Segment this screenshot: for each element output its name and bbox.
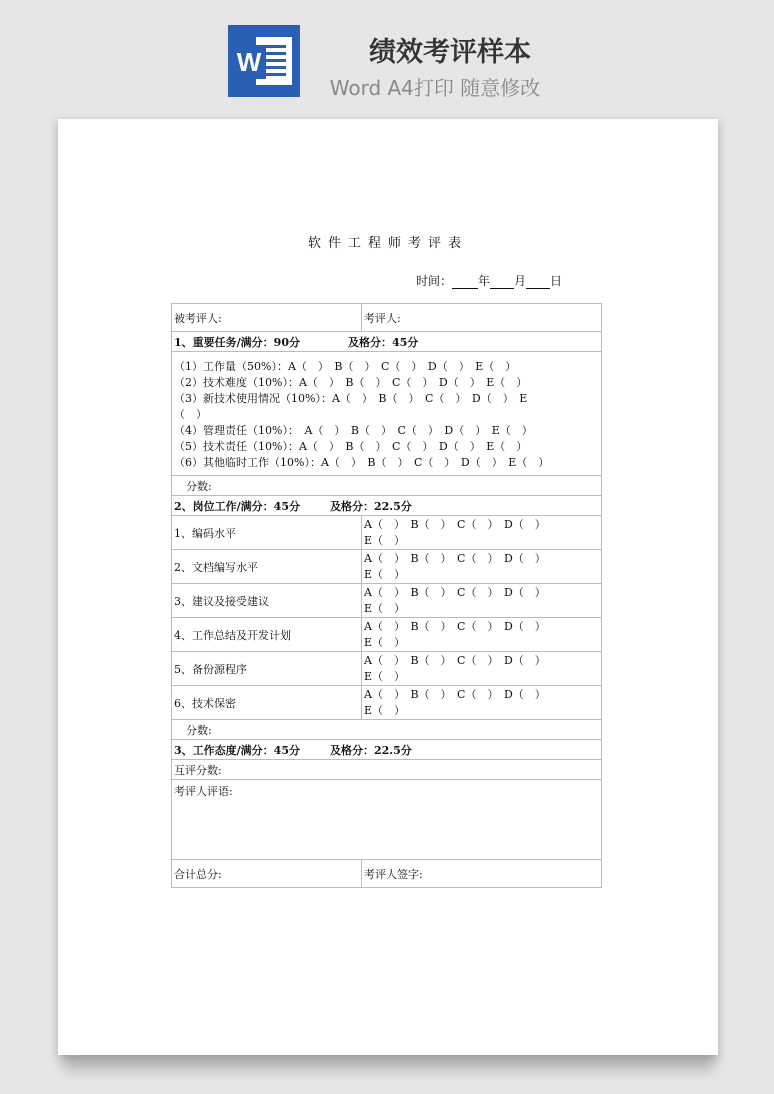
month-blank[interactable]	[490, 276, 514, 289]
table-row	[172, 618, 602, 652]
criterion-label: 5、备份源程序	[172, 652, 362, 686]
criterion-label: 2、文档编写水平	[172, 550, 362, 584]
criterion-choices[interactable]: A（ ） B（ ） C（ ） D（ ） E（ ）	[362, 686, 602, 720]
section1-score-field[interactable]: 分数:	[172, 476, 602, 496]
criterion-label: 1、编码水平	[172, 516, 362, 550]
section2-heading: 2、岗位工作/满分：45分 及格分：22.5分	[172, 496, 602, 516]
date-line	[416, 272, 562, 289]
comment-row	[172, 780, 602, 860]
word-letter: W	[232, 45, 266, 79]
criterion-choices[interactable]: A（ ） B（ ） C（ ） D（ ） E（ ）	[362, 584, 602, 618]
section3-heading: 3、工作态度/满分：45分 及格分：22.5分	[172, 740, 602, 760]
total-score-field[interactable]: 合计总分:	[172, 860, 362, 888]
section1-heading-row	[172, 332, 602, 352]
section1-item-list	[172, 352, 602, 476]
section1-score-row	[172, 476, 602, 496]
table-row	[172, 652, 602, 686]
list-item[interactable]: （6）其他临时工作（10%）：A（ ） B（ ） C（ ） D（ ） E（ ）	[174, 455, 550, 469]
section1-heading: 1、重要任务/满分：90分 及格分：45分	[172, 332, 602, 352]
document-title: 软件工程师考评表	[307, 236, 468, 251]
evaluator-field[interactable]: 考评人:	[362, 304, 602, 332]
day-label: 日	[550, 274, 563, 288]
month-label: 月	[514, 274, 527, 288]
word-app-icon	[228, 25, 300, 97]
list-item[interactable]: （2）技术难度（10%）：A（ ） B（ ） C（ ） D（ ） E（ ）	[174, 375, 528, 389]
table-row	[172, 584, 602, 618]
evaluation-form-table	[171, 303, 602, 888]
criterion-choices[interactable]: A（ ） B（ ） C（ ） D（ ） E（ ）	[362, 550, 602, 584]
date-label: 时间：	[416, 274, 453, 288]
list-item[interactable]: （4）管理责任（10%）： A（ ） B（ ） C（ ） D（ ） E（ ）	[174, 423, 533, 437]
criterion-label: 6、技术保密	[172, 686, 362, 720]
list-item[interactable]: （ ）	[174, 407, 207, 421]
table-row	[172, 550, 602, 584]
evaluatee-field[interactable]: 被考评人:	[172, 304, 362, 332]
document-page	[58, 119, 718, 1055]
year-label: 年	[478, 274, 491, 288]
criterion-label: 3、建议及接受建议	[172, 584, 362, 618]
table-row	[172, 686, 602, 720]
signature-field[interactable]: 考评人签字:	[362, 860, 602, 888]
criterion-choices[interactable]: A（ ） B（ ） C（ ） D（ ） E（ ）	[362, 516, 602, 550]
list-item[interactable]: （5）技术责任（10%）：A（ ） B（ ） C（ ） D（ ） E（ ）	[174, 439, 528, 453]
section1-items-row	[172, 352, 602, 476]
table-row	[172, 304, 602, 332]
peer-score-field[interactable]: 互评分数:	[172, 760, 602, 780]
table-row	[172, 516, 602, 550]
criterion-choices[interactable]: A（ ） B（ ） C（ ） D（ ） E（ ）	[362, 618, 602, 652]
year-blank[interactable]	[452, 276, 478, 289]
section2-heading-row	[172, 496, 602, 516]
section3-heading-row	[172, 740, 602, 760]
day-blank[interactable]	[526, 276, 550, 289]
list-item[interactable]: （1）工作量（50%）：A（ ） B（ ） C（ ） D（ ） E（ ）	[174, 359, 517, 373]
header-subtitle: Word A4打印 随意修改	[329, 76, 541, 100]
section2-score-row	[172, 720, 602, 740]
criterion-label: 4、工作总结及开发计划	[172, 618, 362, 652]
table-row	[172, 860, 602, 888]
criterion-choices[interactable]: A（ ） B（ ） C（ ） D（ ） E（ ）	[362, 652, 602, 686]
list-item[interactable]: （3）新技术使用情况（10%）：A（ ） B（ ） C（ ） D（ ） E	[174, 391, 528, 405]
section2-score-field[interactable]: 分数:	[172, 720, 602, 740]
peer-score-row	[172, 760, 602, 780]
comment-field[interactable]: 考评人评语:	[172, 780, 602, 860]
header-title: 绩效考评样本	[369, 37, 531, 68]
